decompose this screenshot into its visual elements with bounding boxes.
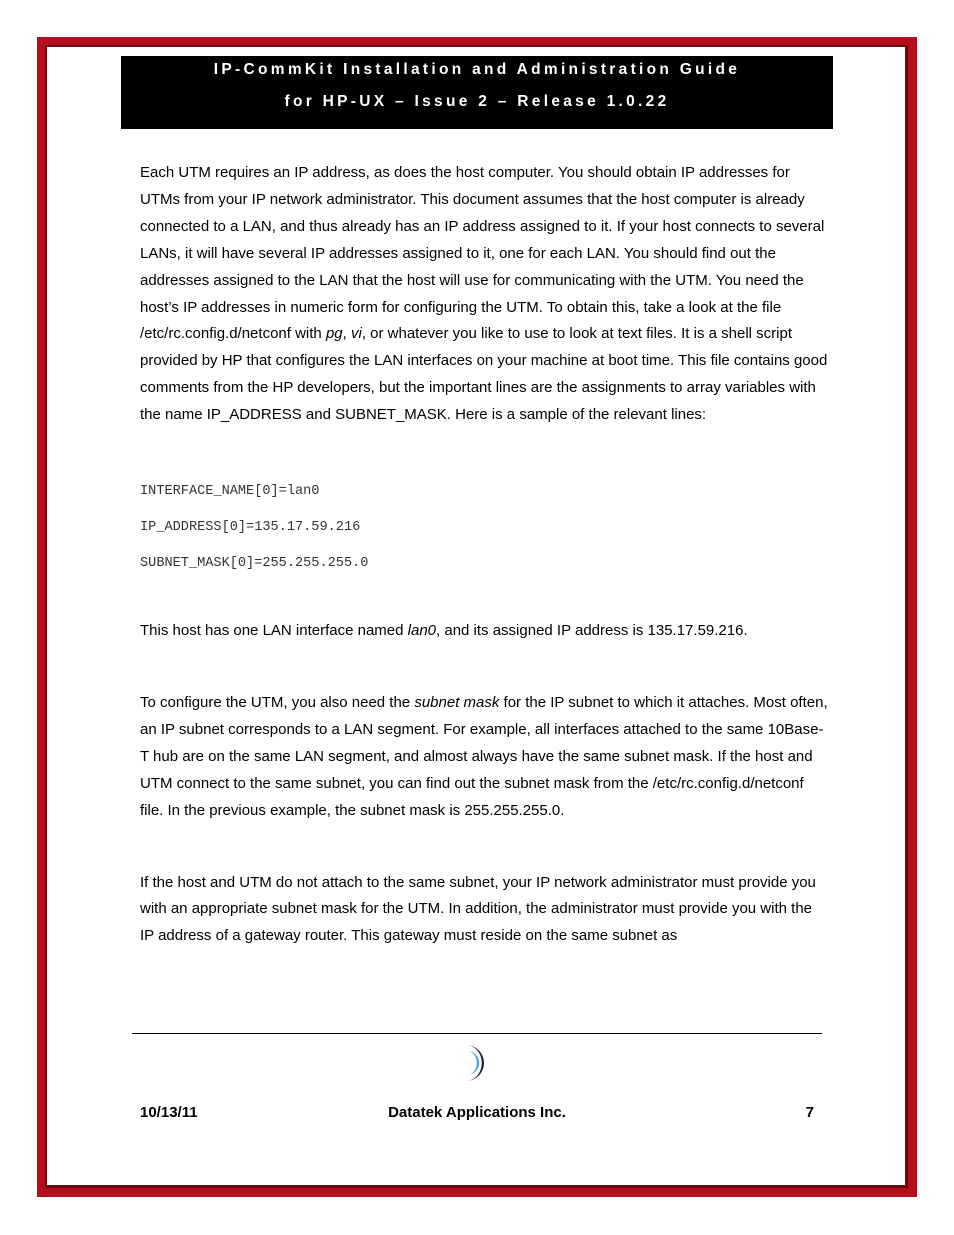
code-line: INTERFACE_NAME[0]=lan0 — [140, 484, 320, 500]
pg-command: pg — [325, 325, 343, 343]
footer-company: Datatek Applications Inc. — [388, 1104, 566, 1121]
datatek-logo-icon — [456, 1042, 492, 1084]
header-subtitle: for HP-UX – Issue 2 – Release 1.0.22 — [284, 93, 670, 110]
code-line: IP_ADDRESS[0]=135.17.59.216 — [140, 520, 361, 536]
paragraph-text: , and its assigned IP address is 135.17.59.216. — [436, 622, 748, 640]
page-number: 7 — [805, 1104, 814, 1121]
paragraph-text: Each UTM requires an IP address, as does the host computer. You should obtain IP addresses for UTMs from your IP network administrator. This document assumes that the host computer is already connected to a LAN, and thus already has an IP address assigned to it. If your host connects to several LANs, it will have several IP addresses assigned to it, one for each LAN. You should find out the addresses assigned to the LAN that the host will use for communicating with the UTM. You need the host’s IP addresses in numeric form for configuring the UTM. To obtain this, take a look at the file /etc/rc.config.d/netconf with — [140, 164, 825, 343]
code-sample — [140, 474, 830, 582]
code-line: SUBNET_MASK[0]=255.255.255.0 — [140, 556, 369, 572]
paragraph-text: , — [342, 325, 351, 343]
paragraph-subnet-mask — [140, 690, 830, 825]
header-title: IP-CommKit Installation and Administration Guide — [213, 61, 741, 78]
footer-divider — [132, 1033, 822, 1034]
paragraph-text: for the IP subnet to which it attaches. Most often, an IP subnet corresponds to a LAN segment. For example, all interfaces attached to the same 10Base-T hub are on the same LAN segment, and almost always have the same subnet mask. If the host and UTM connect to the same subnet, you can find out the subnet mask from the /etc/rc.config.d/netconf file. In the previous example, the subnet mask is 255.255.255.0. — [140, 693, 828, 819]
paragraph-text: This host has one LAN interface named — [140, 622, 408, 640]
page-content — [140, 160, 830, 950]
footer-date: 10/13/11 — [140, 1104, 198, 1121]
subnet-mask-term: subnet mask — [414, 693, 500, 711]
paragraph-ip-addresses — [140, 160, 830, 429]
paragraph-gateway: If the host and UTM do not attach to the same subnet, your IP network administrator must provide you with an appropriate subnet mask for the UTM. In addition, the administrator must provide you with the IP address of a gateway router. This gateway must reside on the same subnet as — [140, 873, 816, 945]
paragraph-lan-interface — [140, 618, 830, 645]
paragraph-text: , or whatever you like to use to look at text files. It is a shell script provided by HP that configures the LAN interfaces on your machine at boot time. This file contains good comments from the HP developers, but the important lines are the assignments to array variables with the name IP_ADDRESS and SUBNET_MASK. Here is a sample of the relevant lines: — [140, 325, 828, 424]
document-header — [121, 56, 833, 129]
lan-name: lan0 — [407, 622, 437, 640]
vi-command: vi — [350, 325, 362, 343]
paragraph-text: To configure the UTM, you also need the — [140, 693, 415, 711]
